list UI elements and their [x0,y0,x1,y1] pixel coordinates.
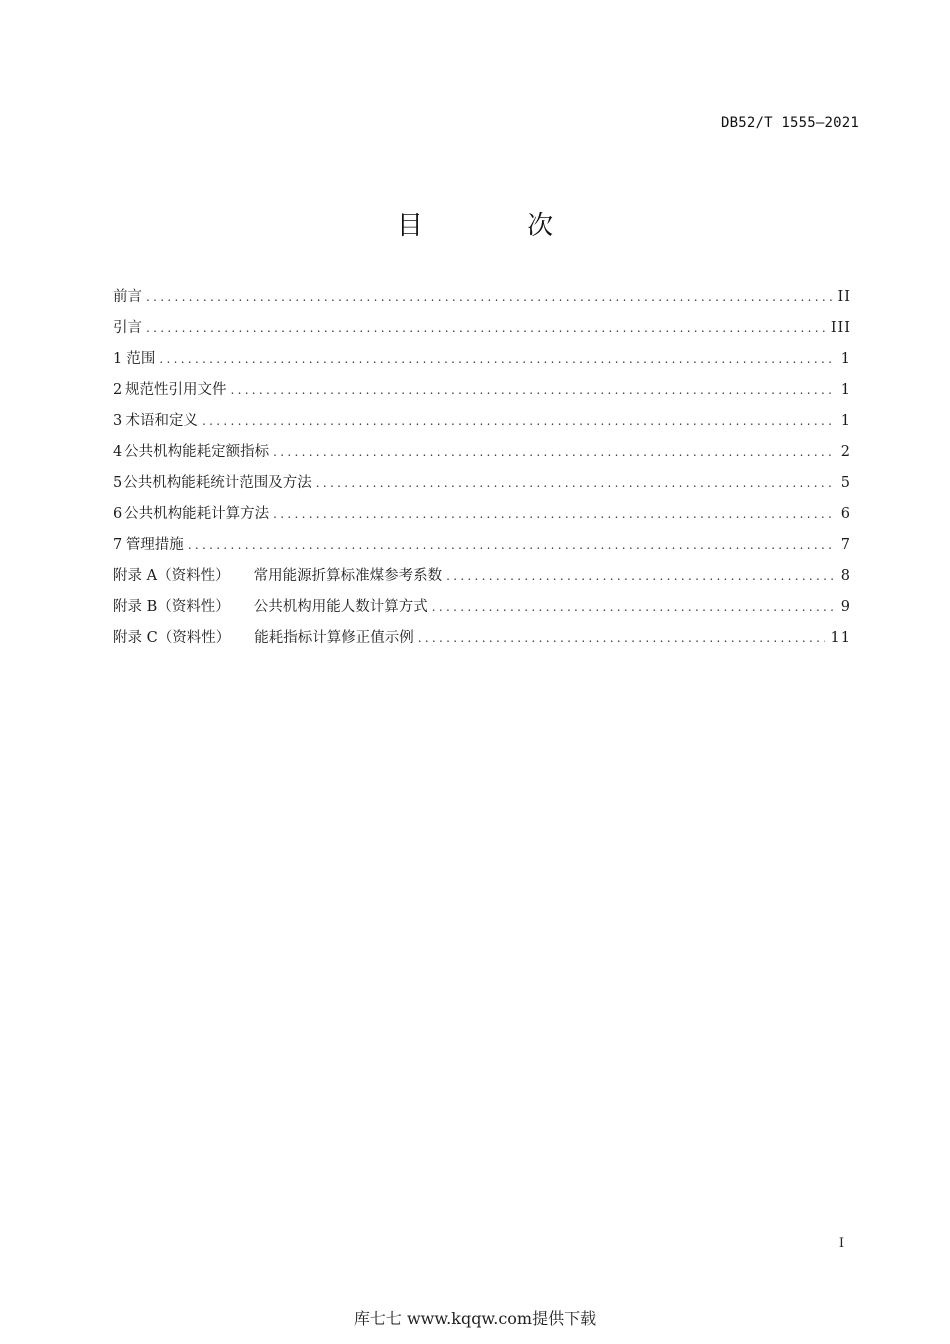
toc-entry-appendix-c[interactable] [113,627,851,658]
toc-leader-dots [146,286,832,308]
toc-entry-label: 公共机构用能人数计算方式 [253,599,428,615]
toc-entry-page: 1 [840,351,851,367]
toc-entry-section-7[interactable] [113,534,851,565]
toc-entry-appendix-b[interactable] [113,596,851,627]
toc-leader-dots [446,565,833,587]
toc-appendix-tag: 附录 B（资料性） [113,599,230,615]
page-number: I [838,1236,844,1251]
toc-entry-number: 1 [113,351,123,367]
toc-entry-label: 公共机构能耗定额指标 [124,444,270,460]
toc-entry-page: 1 [840,382,851,398]
table-of-contents [113,286,851,658]
toc-entry-number: 7 [113,537,123,553]
toc-entry-label: 公共机构能耗计算方法 [124,506,270,522]
toc-appendix-tag: 附录 A（资料性） [113,568,230,584]
toc-entry-page: 11 [830,630,851,646]
toc-leader-dots [273,441,833,463]
toc-entry-number: 2 [113,382,123,398]
toc-entry-section-2[interactable] [113,379,851,410]
toc-leader-dots [432,596,833,618]
toc-entry-page: III [830,320,851,336]
toc-leader-dots [230,379,833,401]
toc-entry-number: 3 [113,413,123,429]
toc-entry-label: 公共机构能耗统计范围及方法 [123,475,312,491]
toc-leader-dots [418,627,825,649]
toc-entry-label: 引言 [113,320,142,336]
toc-entry-foreword[interactable] [113,286,851,317]
toc-entry-introduction[interactable] [113,317,851,348]
toc-entry-label: 能耗指标计算修正值示例 [254,630,414,646]
toc-leader-dots [273,503,833,525]
toc-entry-page: 2 [840,444,851,460]
toc-entry-label: 管理措施 [125,537,184,553]
toc-entry-section-6[interactable] [113,503,851,534]
toc-entry-page: 1 [840,413,851,429]
toc-leader-dots [188,534,833,556]
toc-leader-dots [146,317,825,339]
toc-entry-section-3[interactable] [113,410,851,441]
toc-entry-page: 9 [840,599,851,615]
toc-entry-page: 6 [840,506,851,522]
download-source-footer: 库七七 www.kqqw.com提供下载 [353,1309,597,1328]
toc-entry-number: 4 [113,444,123,460]
page-title: 目 次 [396,211,602,241]
standard-code: DB52/T 1555—2021 [720,115,859,131]
toc-entry-label: 前言 [113,289,142,305]
toc-entry-appendix-a[interactable] [113,565,851,596]
toc-entry-page: 7 [840,537,851,553]
toc-entry-page: 8 [840,568,851,584]
toc-entry-label: 规范性引用文件 [124,382,227,398]
toc-entry-section-1[interactable] [113,348,851,379]
toc-entry-label: 范围 [126,351,156,367]
toc-entry-label: 常用能源折算标准煤参考系数 [253,568,443,584]
toc-leader-dots [316,472,833,494]
toc-entry-page: II [837,289,851,305]
toc-leader-dots [159,348,833,370]
toc-entry-section-4[interactable] [113,441,851,472]
toc-entry-page: 5 [840,475,851,491]
toc-entry-number: 6 [113,506,123,522]
toc-entry-section-5[interactable] [113,472,851,503]
toc-appendix-tag: 附录 C（资料性） [113,630,231,646]
toc-leader-dots [202,410,833,432]
toc-entry-label: 术语和定义 [125,413,199,429]
toc-entry-number: 5 [113,475,123,491]
